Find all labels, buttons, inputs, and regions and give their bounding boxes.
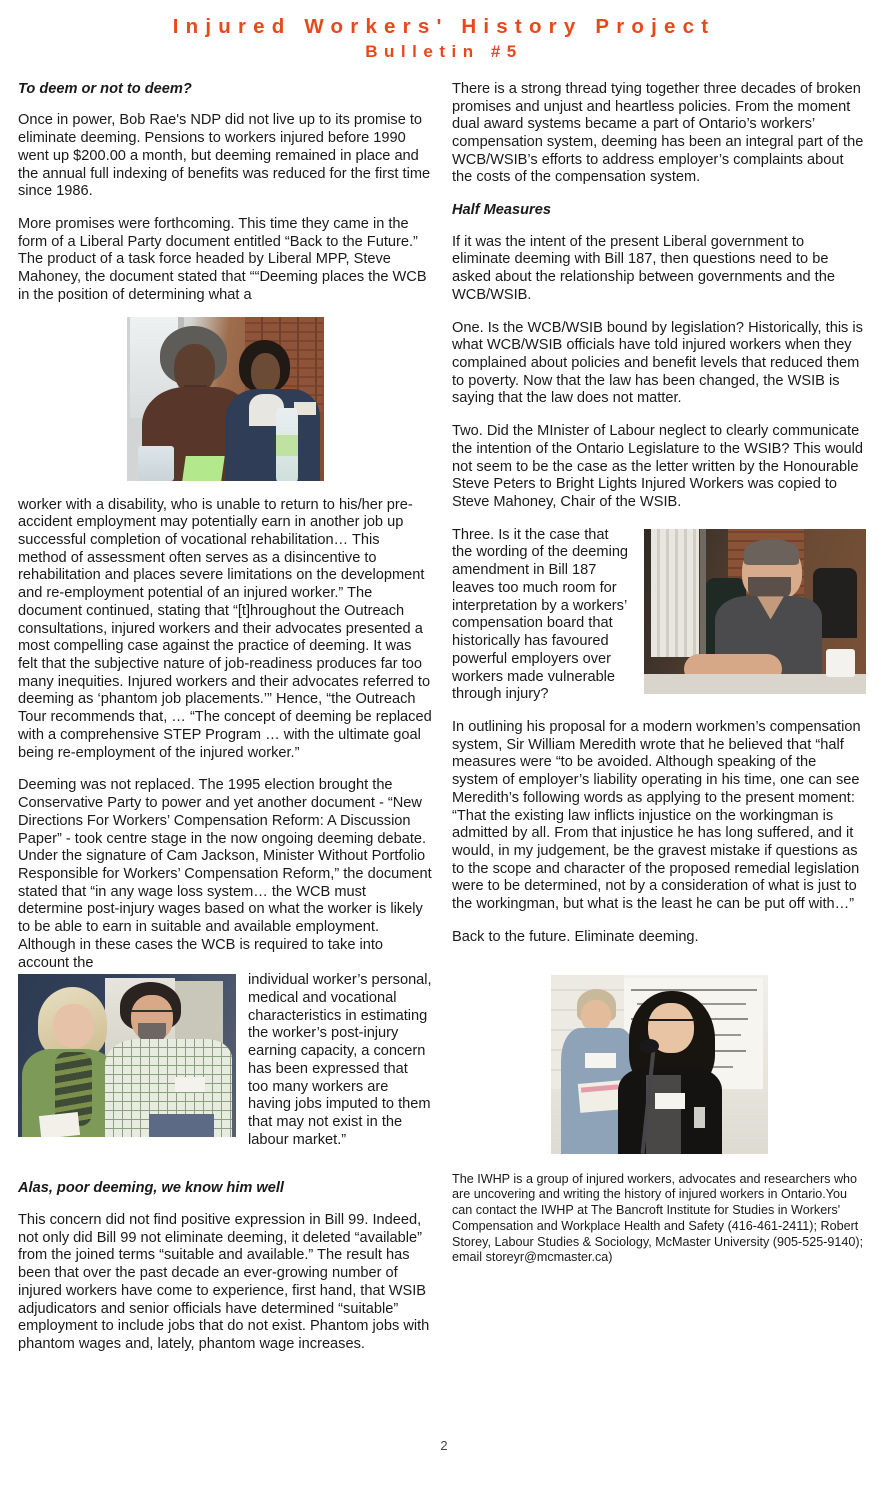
paragraph-bob-rae-ndp: Once in power, Bob Rae's NDP did not live up to its promise to eliminate deeming. Pensions to workers injured before 1990 went up $200.00 a month, but deeming remained in place and the annual full indexing of benefits was reduced for the first time since 1986.: [18, 112, 431, 200]
heading-half-measures: Half Measures: [452, 202, 551, 219]
masthead-title: Injured Workers' History Project: [172, 15, 716, 38]
paragraph-worker-with-a-disability: worker with a disability, who is unable to return to his/her pre-accident employment may potentially earn in another job up successful completion of vocational rehabilitation… This method of assessment often serves as a disincentive to rehabilitation and places severe limitations on the development and re-employment potential of an injured worker.” The document continued, stating that “[t]hroughout the Outreach consultations, injured workers and their advocates presented a most compelling case against the practice of deeming. It was felt that the subjective nature of job-readiness produces far too many inequities. Injured workers and their advocates referred to deeming as ‘phantom job placements.’” Hence, “the Outreach Tour recommends that, … “The concept of deeming be replaced with a comprehensive STEP Program … with the ultimate goal being re-employment of the injured worker.”: [18, 496, 432, 761]
photo-and-wrap-block-right: [452, 527, 866, 929]
photo-two-women-at-table: [127, 317, 324, 481]
paragraph-deeming-not-replaced: Deeming was not replaced. The 1995 election brought the Conservative Party to power and yet another document - “New Directions For Workers’ Compensation Reform: A Discussion Paper” - took centre stage in the now ongoing deeming debate. Under the signature of Cam Jackson, Minister Without Portfolio Responsible for Workers’ Compensation Reform,” the document stated that “in any wage loss system… the WCB must determine post-injury wages based on what the worker is likely to be able to earn in suitable and available employment. Although in these cases the WCB is required to take into account the: [18, 777, 432, 971]
page-number: 2: [440, 1438, 448, 1453]
paragraph-question-two: Two. Did the MInister of Labour neglect to clearly communicate the intention of the Ontario Legislature to the WSIB? This would not seem to be the case as the letter written by the Honourable Steve Peters to Bright Lights Injured Workers was copied to Steve Mahoney, Chair of the WSIB.: [452, 423, 864, 511]
photo-man-seated-at-table: [644, 529, 866, 694]
paragraph-question-one: One. Is the WCB/WSIB bound by legislation? Historically, this is what WCB/WSIB officials have told injured workers when they complained about policies and benefit levels that reduced them to poverty. Now that the law has been changed, the WSIB is saying that the law does not matter.: [452, 319, 863, 407]
right-column: [452, 81, 866, 1266]
photo-and-wrap-block: [18, 972, 432, 1164]
paragraph-back-to-the-future: More promises were forthcoming. This time they came in the form of a Liberal Party document entitled “Back to the Future.” The product of a task force headed by Liberal MPP, Steve Mahoney, the document stated that ““Deeming places the WCB in the position of determining what a: [18, 215, 427, 303]
masthead-subtitle: Bulletin #5: [365, 41, 523, 61]
contact-information: The IWHP is a group of injured workers, advocates and researchers who are uncovering and writing the history of injured workers in Ontario.You can contact the IWHP at The Bancroft Institute for Studies in Workers' Compensation and Workplace Health and Safety (416-461-2411); Robert Storey, Labour Studies & Sociology, McMaster University (905-525-9140); email storeyr@mcmaster.ca): [452, 1171, 864, 1265]
photo-woman-speaking-at-microphone: [551, 975, 768, 1154]
paragraph-individual-worker-characteristics: individual worker’s personal, medical and vocational characteristics in estimating the worker’s post-injury earning capacity, a concern has been expressed that too many workers are having jobs imputed to them that may not exist in the labour market.”: [248, 972, 432, 1148]
paragraph-question-three: Three. Is it the case that the wording of the deeming amendment in Bill 187 leaves too much room for interpretation by a workers’ compensation board that historically has favoured powerful employers over workers made vulnerable through injury?: [452, 526, 629, 703]
masthead: [0, 0, 888, 62]
paragraph-bill-99-phantom-jobs: This concern did not find positive expression in Bill 99. Indeed, not only did Bill 99 not eliminate deeming, it deleted “available” from the joined terms “suitable and available.” The result has been that over the past decade an ever-growing number of injured workers have come to experience, first hand, that WSIB adjudicators and senior officials have determined “suitable” employment to include jobs that do not exist. Phantom jobs with phantom wages and, lately, phantom wage increases.: [18, 1211, 430, 1352]
paragraph-back-to-the-future-eliminate: Back to the future. Eliminate deeming.: [452, 928, 699, 945]
paragraph-strong-thread: There is a strong thread tying together three decades of broken promises and unjust and heartless policies. From the moment dual award systems became a part of Ontario’s workers’ compensation system, deeming has been an integral part of the WCB/WSIB’s efforts to address employer’s complaints about the costs of the compensation system.: [452, 80, 864, 186]
paragraph-meredith-half-measures: In outlining his proposal for a modern workmen’s compensation system, Sir William Meredith wrote that he believed that “half measures were “to be avoided. Although speaking of the system of employer’s liability operating in his time, one can see Meredith’s following words as applying to the present moment: “That the existing law inflicts injustice on the workingman is admitted by all. From that injustice he has long suffered, and it would, in my judgement, be the gravest mistake if questions as to the scope and character of the proposed remedial legislation were to be determined, not by a consideration of what is just to the workingman, but what is the least he can be put off with…”: [452, 718, 861, 913]
heading-to-deem-or-not-to-deem: To deem or not to deem?: [18, 80, 192, 97]
photo-woman-and-man-seated: [18, 974, 236, 1137]
left-column: [18, 81, 432, 1369]
paragraph-bill-187-intent: If it was the intent of the present Liberal government to eliminate deeming with Bill 187, then questions need to be asked about the relationship between governments and the WCB/WSIB.: [452, 233, 835, 303]
heading-alas-poor-deeming: Alas, poor deeming, we know him well: [18, 1180, 284, 1197]
